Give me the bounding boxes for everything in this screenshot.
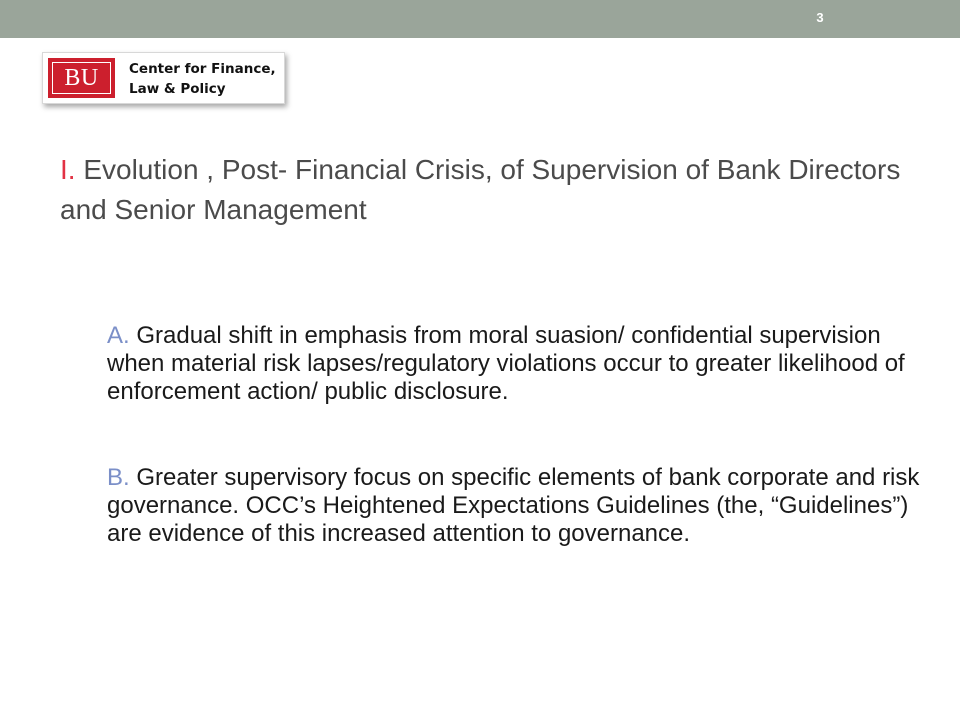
point-b-text: Greater supervisory focus on specific elements of bank corporate and risk governance. OCC’s Heightened Expectations Guidelines (the, “Guidelines”) are evidence of this increased attention to governance. [107, 464, 920, 547]
logo-line-1: Center for Finance, [129, 61, 276, 77]
top-bar [0, 0, 960, 38]
point-a-marker: A. [107, 322, 130, 349]
point-a [107, 322, 922, 406]
point-a-text: Gradual shift in emphasis from moral suasion/ confidential supervision when material risk lapses/regulatory violations occur to greater likelihood of enforcement action/ public disclosure. [107, 322, 905, 405]
bu-logo [42, 52, 285, 104]
logo-wordmark [129, 59, 279, 99]
slide-title [60, 150, 910, 230]
logo-mark-text: BU [52, 62, 111, 94]
slide-body [107, 322, 922, 548]
slide-number: 3 [816, 10, 824, 25]
title-prefix: I. [60, 154, 76, 185]
title-text: Evolution , Post- Financial Crisis, of Supervision of Bank Directors and Senior Management [60, 154, 901, 225]
logo-line-2: Law & Policy [129, 81, 226, 97]
point-b-marker: B. [107, 464, 130, 491]
logo-mark [48, 58, 115, 98]
point-b [107, 464, 922, 548]
